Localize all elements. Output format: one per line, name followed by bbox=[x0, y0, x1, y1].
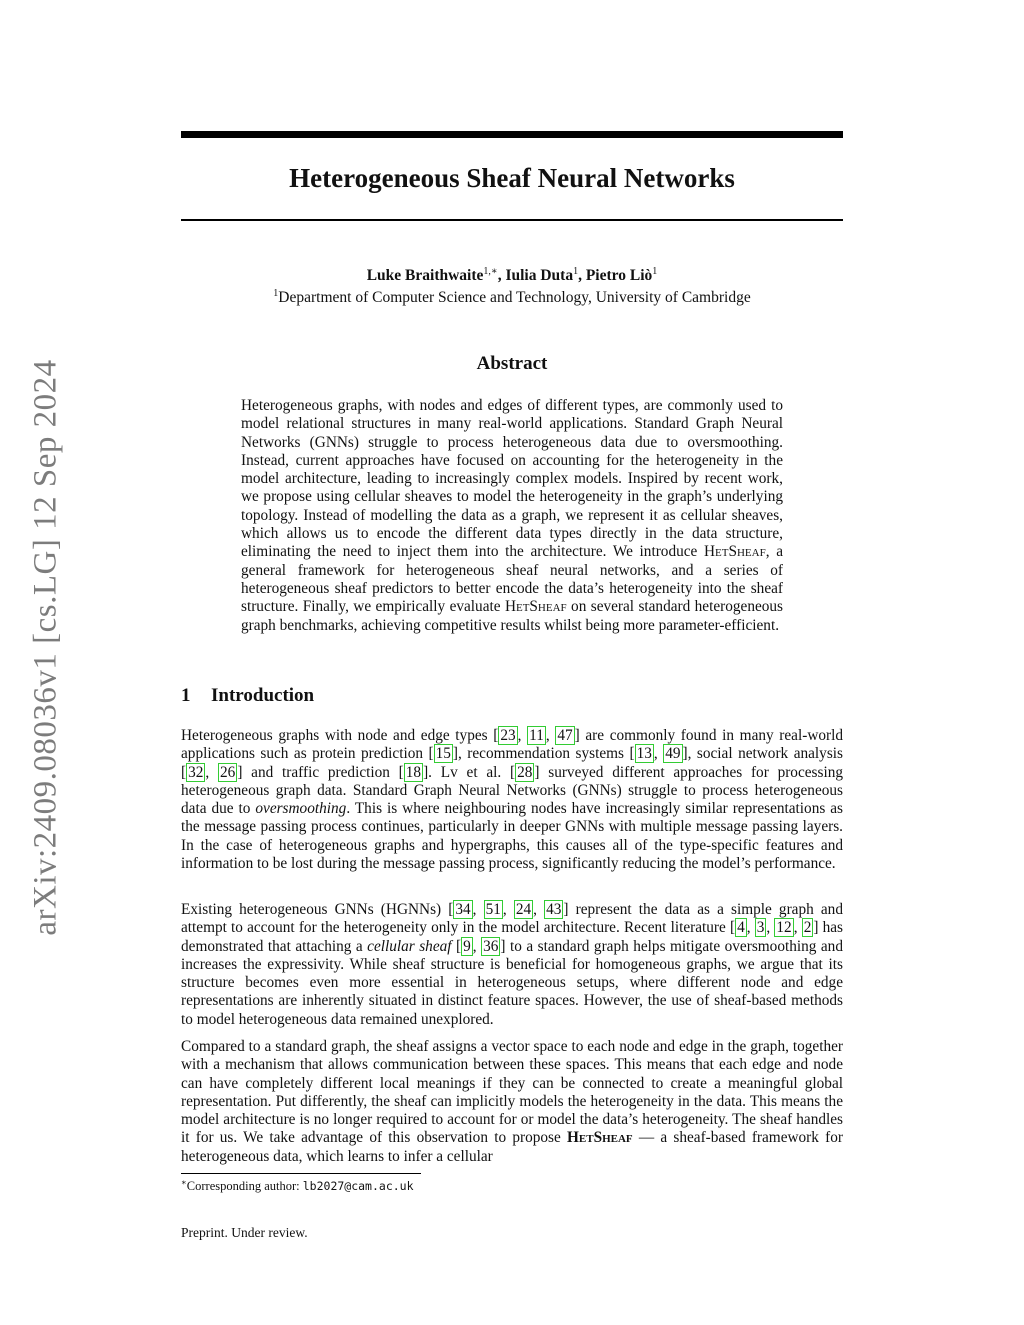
intro-paragraph-1: Heterogeneous graphs with node and edge types [ 23 , 11 , 47 ] are commonly found in many real-world applications such as protein prediction [ 15 ], recommendation systems [ 13 , 49 ], social network analysis [ 32 , 26 ] and traffic prediction [ 18 ]. Lv et al. [ 28 ] surveyed different approaches for processing heterogeneous graph data. Standard Graph Neural Networks (GNNs) struggle to process heterogeneous data due to oversmoothing. This is where neighbouring nodes have increasingly similar representations as the message passing process continues, particularly in deeper GNNs with multiple message passing layers. In the case of heterogeneous graphs and hypergraphs, this causes all of the type-specific features and information to be lost during the message passing process, significantly reducing the model’s performance. bbox=[181, 727, 844, 873]
emphasis: cellular sheaf bbox=[367, 937, 452, 955]
author-mark: 1 bbox=[573, 266, 579, 277]
abstract-heading: Abstract bbox=[476, 353, 548, 374]
affiliation-text: Department of Computer Science and Technology, University of Cambridge bbox=[278, 289, 751, 307]
citation-link[interactable]: 43 bbox=[546, 901, 562, 918]
arxiv-stamp bbox=[20, 355, 72, 940]
email-address: lb2027@cam.ac.uk bbox=[302, 1179, 414, 1194]
preprint-notice: Preprint. Under review. bbox=[181, 1225, 308, 1240]
citation-link[interactable]: 34 bbox=[455, 901, 471, 918]
affiliation-mark: 1 bbox=[273, 288, 279, 299]
citation-link[interactable]: 26 bbox=[220, 763, 236, 781]
author-list: Luke Braithwaite$^{1,∗}$, Iulia Duta$^1$, Pietro Liò$^1$ bbox=[366, 266, 658, 285]
citation-link[interactable]: 47 bbox=[557, 727, 573, 744]
citation-link[interactable]: 49 bbox=[665, 745, 681, 763]
citation-link[interactable]: 18 bbox=[405, 763, 422, 781]
citation-link[interactable]: 28 bbox=[517, 763, 533, 781]
footnote-mark: ∗ bbox=[181, 1177, 187, 1187]
footnote-label: Corresponding author: bbox=[186, 1179, 303, 1194]
title-rule-bottom bbox=[181, 219, 843, 221]
citation-link[interactable]: 13 bbox=[636, 745, 652, 763]
citation-link[interactable]: 15 bbox=[435, 745, 451, 763]
author-name: Pietro Liò bbox=[585, 267, 653, 285]
paper-title: Heterogeneous Sheaf Neural Networks bbox=[289, 163, 735, 193]
citation-link[interactable]: 51 bbox=[485, 901, 501, 918]
citation-link[interactable]: 4 bbox=[737, 919, 745, 937]
citation-link[interactable]: 32 bbox=[188, 763, 204, 781]
author-name: Iulia Duta bbox=[505, 267, 574, 285]
section-title: Introduction bbox=[211, 685, 315, 706]
citation-link[interactable]: 11 bbox=[529, 727, 544, 744]
method-name: HetSheaf bbox=[504, 598, 567, 616]
affiliation bbox=[181, 288, 843, 307]
footnote bbox=[181, 1177, 414, 1194]
citation-link[interactable]: 2 bbox=[803, 919, 812, 937]
section-heading bbox=[181, 685, 314, 707]
arxiv-identifier: arXiv:2409.08036v1 [cs.LG] 12 Sep 2024 bbox=[27, 359, 64, 936]
method-name: HetSheaf bbox=[567, 1129, 633, 1147]
author-mark: 1,∗ bbox=[483, 266, 498, 277]
citation-link[interactable]: 24 bbox=[515, 901, 532, 918]
method-name: HetSheaf bbox=[704, 543, 766, 561]
author-name: Luke Braithwaite bbox=[366, 267, 484, 285]
intro-paragraph-3: Compared to a standard graph, the sheaf assigns a vector space to each node and edge in the graph, together with a mechanism that allows communication between these spaces. This means that each edge and node can have completely different local meanings if they can be connected to create a meaningful global representation. Put differently, the sheaf can implicitly models the heterogeneity in the data. This means the model architecture is no longer required to account for or model the data’s heterogeneity. The sheaf handles it for us. We take advantage of this observation to propose HetSheaf — a sheaf-based framework for heterogeneous data, which learns to infer a cellular bbox=[181, 1038, 843, 1165]
author-mark: 1 bbox=[652, 266, 658, 277]
citation-link[interactable]: 23 bbox=[500, 727, 516, 744]
citation-link[interactable]: 3 bbox=[756, 919, 765, 937]
title-rule-top bbox=[181, 131, 843, 138]
citation-link[interactable]: 12 bbox=[776, 919, 792, 937]
citation-link[interactable]: 9 bbox=[463, 937, 471, 955]
section-number: 1 bbox=[181, 685, 191, 706]
intro-paragraph-2: Existing heterogeneous GNNs (HGNNs) [ 34 , 51 , 24 , 43 ] represent the data as a simple graph and attempt to account for the heterogeneity only in the model architecture. Recent literature [ 4 , 3 , 12 , 2 ] has demonstrated that attaching a cellular sheaf [ 9 , 36 ] to a standard graph helps mitigate oversmoothing and increases the expressivity. While sheaf structure is beneficial for homogeneous graphs, we argue that its structure becomes even more essential in heterogeneous setups, where different node and edge representations are inherently situated in distinct feature spaces. However, the use of sheaf-based methods to model heterogeneous data remained unexplored. bbox=[181, 901, 843, 1028]
abstract-body: Heterogeneous graphs, with nodes and edges of different types, are commonly used to model relational structures in many real-world applications. Standard Graph Neural Networks (GNNs) struggle to process heterogeneous data due to oversmoothing. Instead, current approaches have focused on accounting for the heterogeneity in the model architecture, leading to increasingly complex models. Inspired by recent work, we propose using cellular sheaves to model the heterogeneity in the graph’s underlying topology. Instead of modelling the data as a graph, we represent it as cellular sheaves, which allows us to encode the different data types directly in the data structure, eliminating the need to inject them into the architecture. We introduce HetSheaf, a general framework for heterogeneous sheaf neural networks, and a series of heterogeneous sheaf predictors to better encode the data’s heterogeneity into the sheaf structure. Finally, we empirically evaluate HetSheaf on several standard heterogeneous graph benchmarks, achieving competitive results whilst being more parameter-efficient. bbox=[241, 397, 784, 634]
footnote-rule bbox=[181, 1173, 421, 1174]
emphasis: oversmoothing bbox=[255, 800, 347, 818]
citation-link[interactable]: 36 bbox=[483, 937, 499, 955]
